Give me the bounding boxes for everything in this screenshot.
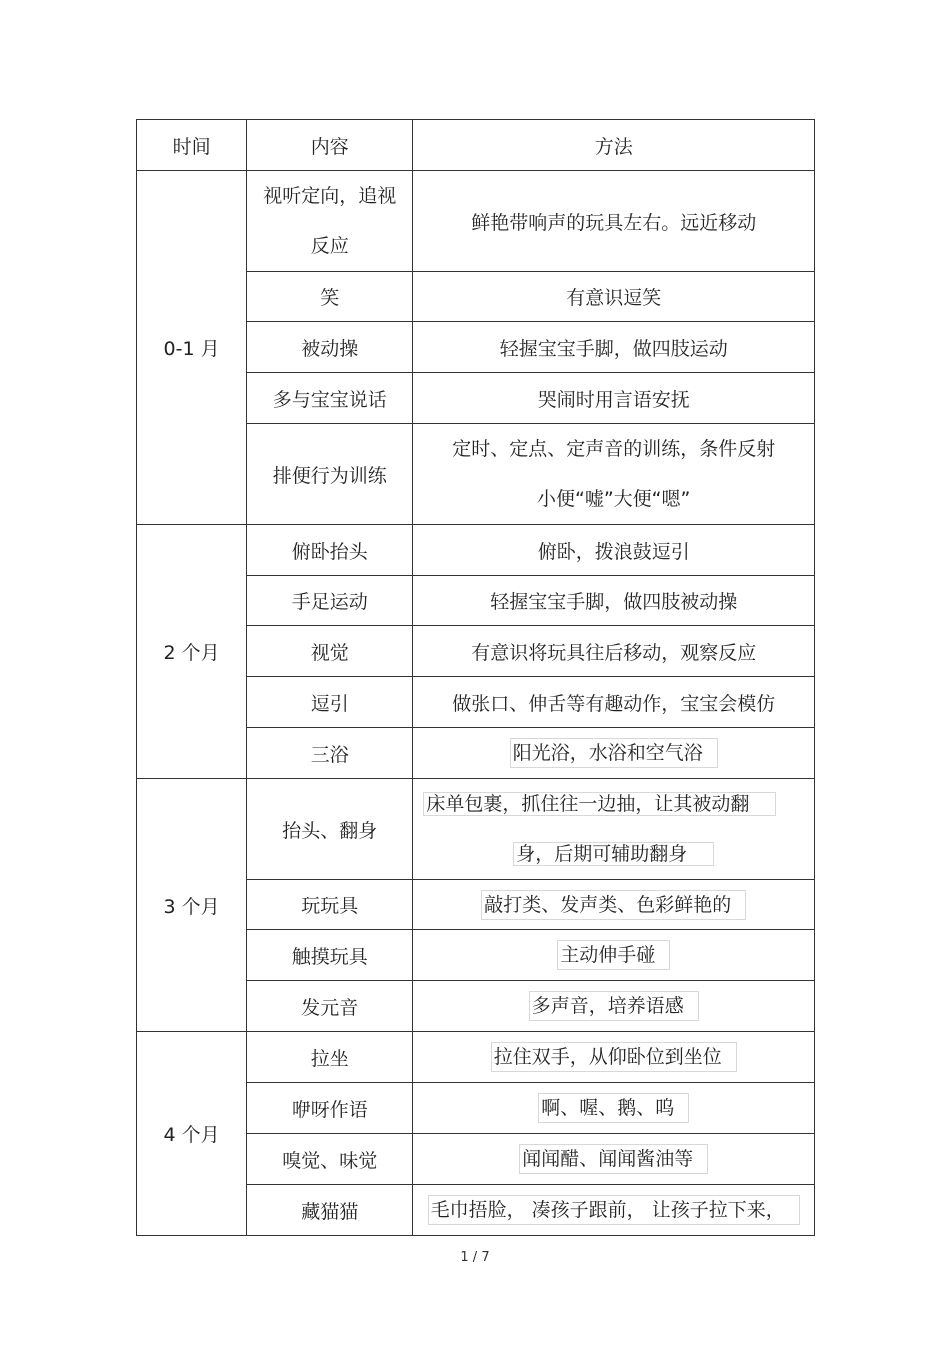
method-cell xyxy=(413,1083,815,1134)
table-row xyxy=(137,1032,815,1083)
table-row xyxy=(137,779,815,880)
method-text: 拉住双手，从仰卧位到坐位 xyxy=(491,1042,737,1072)
content-cell: 拉坐 xyxy=(247,1032,413,1083)
header-method: 方法 xyxy=(413,120,815,171)
method-line xyxy=(413,829,814,879)
method-cell xyxy=(413,1032,815,1083)
content-cell: 抬头、翻身 xyxy=(247,779,413,880)
method-cell xyxy=(413,1134,815,1185)
content-cell: 俯卧抬头 xyxy=(247,525,413,576)
content-cell: 手足运动 xyxy=(247,576,413,626)
content-line: 反应 xyxy=(310,235,349,257)
time-cell: 2 个月 xyxy=(137,525,247,779)
content-cell: 视觉 xyxy=(247,626,413,677)
header-content: 内容 xyxy=(247,120,413,171)
content-cell: 咿呀作语 xyxy=(247,1083,413,1134)
content-cell xyxy=(247,171,413,272)
method-text: 多声音，培养语感 xyxy=(529,991,699,1021)
method-text: 啊、喔、鹅、呜 xyxy=(538,1093,689,1123)
method-text: 主动伸手碰 xyxy=(557,940,670,970)
method-line xyxy=(413,779,814,829)
method-text: 闻闻醋、闻闻酱油等 xyxy=(519,1144,708,1174)
method-text: 身，后期可辅助翻身 xyxy=(513,842,714,866)
table-row xyxy=(137,171,815,272)
method-cell: 有意识逗笑 xyxy=(413,272,815,322)
table-row xyxy=(137,525,815,576)
method-cell xyxy=(413,880,815,930)
content-cell: 被动操 xyxy=(247,322,413,373)
content-cell: 嗅觉、味觉 xyxy=(247,1134,413,1185)
method-cell xyxy=(413,1185,815,1236)
content-cell: 藏猫猫 xyxy=(247,1185,413,1236)
content-cell: 三浴 xyxy=(247,728,413,779)
method-cell xyxy=(413,981,815,1032)
method-cell xyxy=(413,930,815,981)
method-cell: 轻握宝宝手脚，做四肢运动 xyxy=(413,322,815,373)
method-line: 定时、定点、定声音的训练，条件反射 xyxy=(452,438,776,460)
content-cell: 触摸玩具 xyxy=(247,930,413,981)
method-cell xyxy=(413,424,815,525)
method-cell xyxy=(413,779,815,880)
method-text: 敲打类、发声类、色彩鲜艳的 xyxy=(481,890,746,920)
method-cell: 哭闹时用言语安抚 xyxy=(413,373,815,424)
method-text: 阳光浴，水浴和空气浴 xyxy=(510,738,718,768)
content-cell: 笑 xyxy=(247,272,413,322)
method-text: 毛巾捂脸， 凑孩子跟前， 让孩子拉下来， xyxy=(428,1195,800,1225)
time-cell: 4 个月 xyxy=(137,1032,247,1236)
time-cell: 0-1 月 xyxy=(137,171,247,525)
method-cell: 有意识将玩具往后移动，观察反应 xyxy=(413,626,815,677)
method-cell: 轻握宝宝手脚，做四肢被动操 xyxy=(413,576,815,626)
method-line: 小便“嘘”大便“嗯” xyxy=(537,488,691,510)
method-cell xyxy=(413,728,815,779)
content-cell: 发元音 xyxy=(247,981,413,1032)
content-line: 视听定向，追视 xyxy=(263,185,397,207)
content-cell: 排便行为训练 xyxy=(247,424,413,525)
page-number: 1 / 7 xyxy=(460,1250,490,1265)
table-header-row xyxy=(137,120,815,171)
method-cell: 做张口、伸舌等有趣动作，宝宝会模仿 xyxy=(413,677,815,728)
method-cell: 鲜艳带响声的玩具左右。远近移动 xyxy=(413,171,815,272)
header-time: 时间 xyxy=(137,120,247,171)
content-cell: 逗引 xyxy=(247,677,413,728)
content-cell: 多与宝宝说话 xyxy=(247,373,413,424)
time-cell: 3 个月 xyxy=(137,779,247,1032)
content-cell: 玩玩具 xyxy=(247,880,413,930)
method-text: 床单包裹，抓住往一边抽，让其被动翻 xyxy=(423,792,776,816)
method-cell: 俯卧，拨浪鼓逗引 xyxy=(413,525,815,576)
development-table xyxy=(136,119,815,1236)
